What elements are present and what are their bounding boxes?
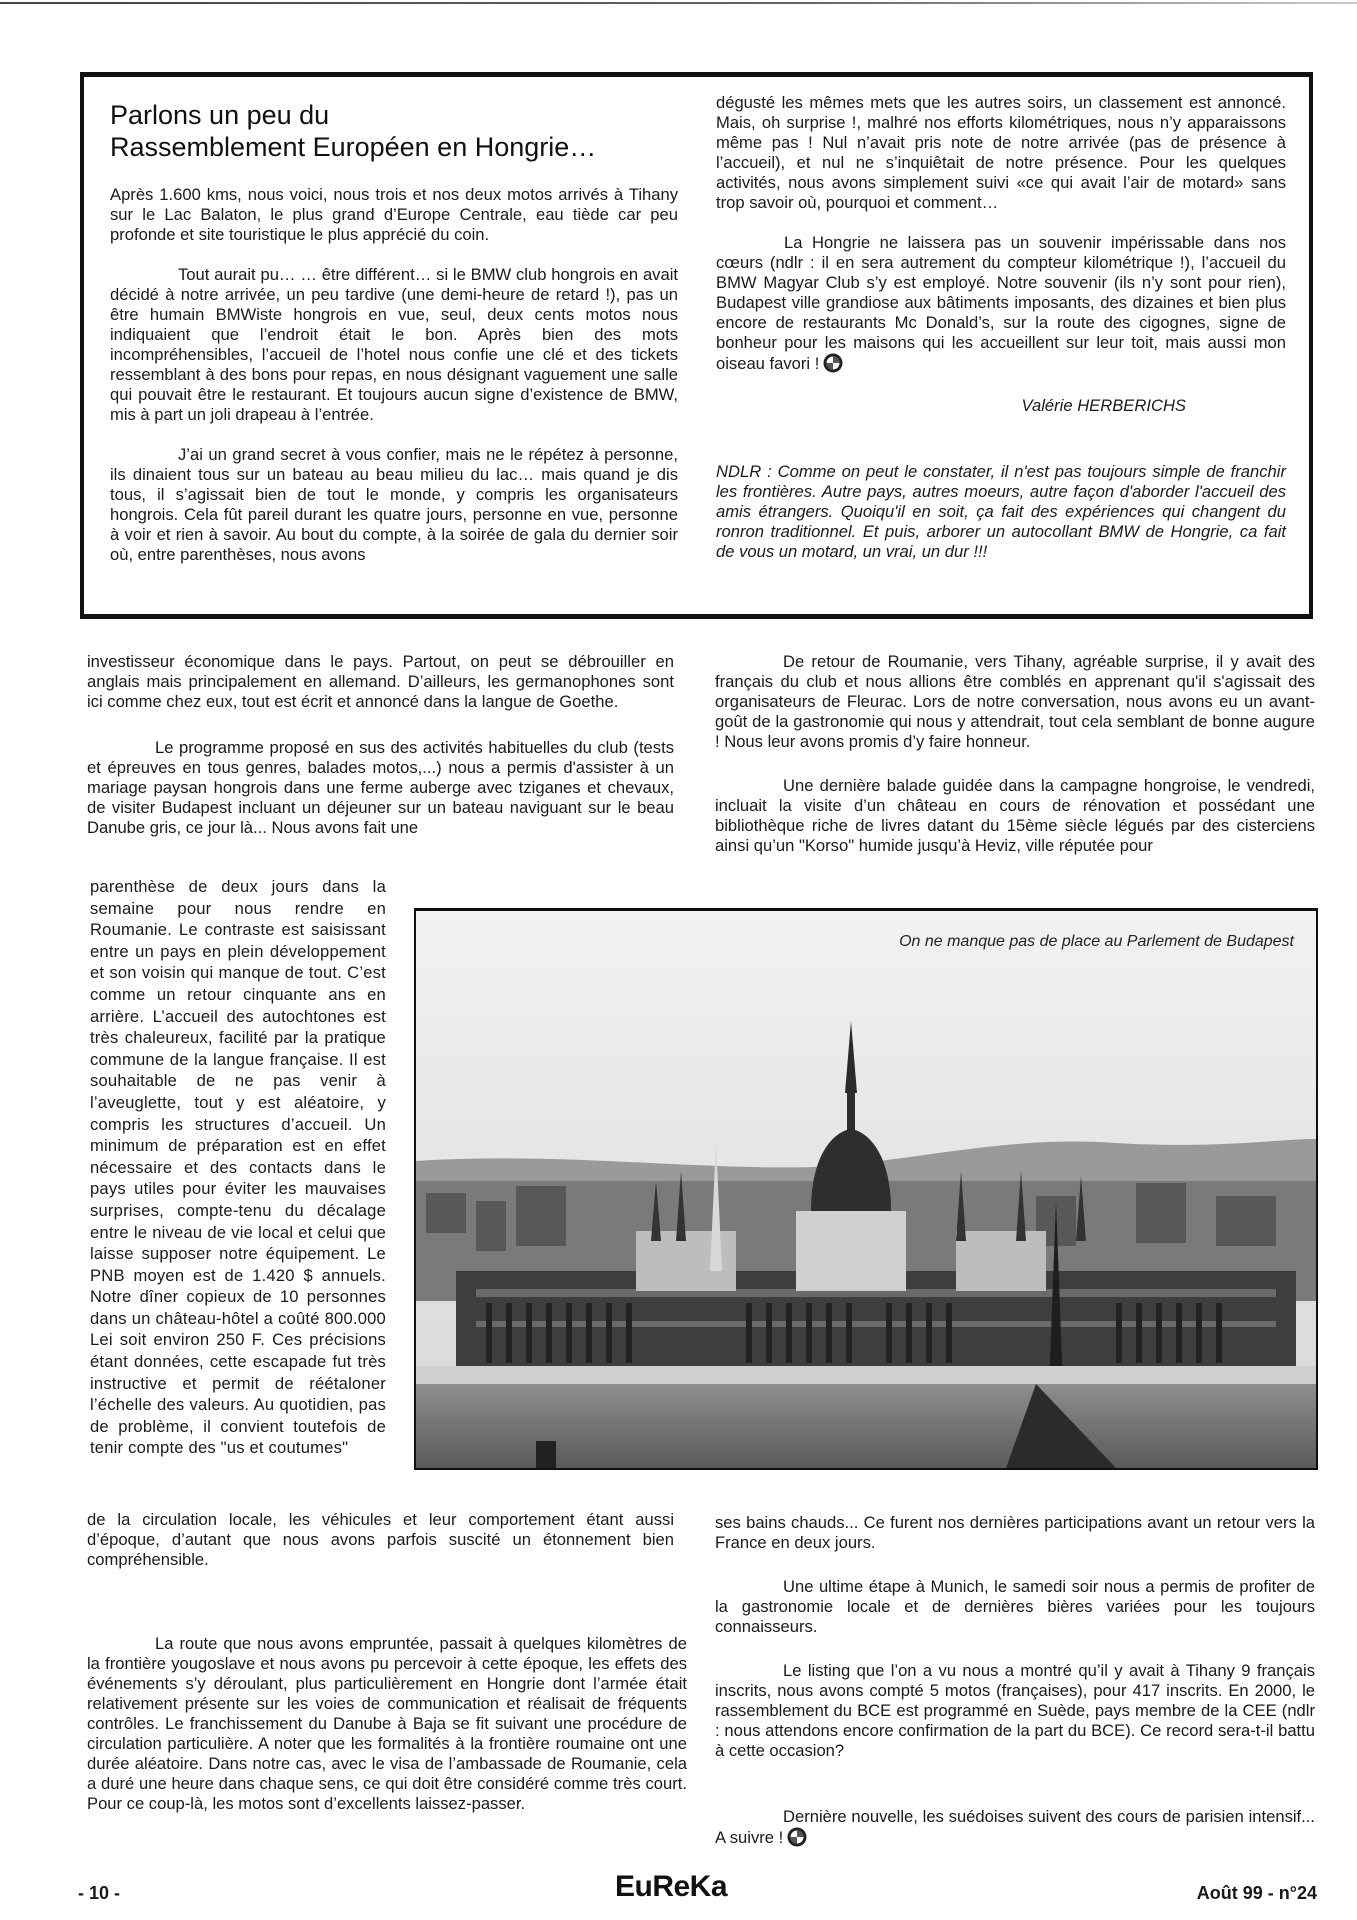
main-right-bottom (715, 1513, 1315, 1848)
top-rule (0, 2, 1357, 4)
bmw-roundel-icon (823, 353, 843, 373)
intro-paragraph: J’ai un grand secret à vous confier, mais ne le répétez à personne, ils dinaient tous sur un bateau au beau milieu du lac… mais quand je dis tous, il s’agissait bien de tout le monde, y compris les organisateurs hongrois. Cela fût pareil durant les quatre jours, personne en vue, personne à voir et rien à savoir. Au bout du compte, à la soirée de gala du dernier soir où, entre parenthèses, nous avons (110, 445, 678, 564)
intro-paragraph: dégusté les mêmes mets que les autres soirs, un classement est annoncé. Mais, oh surprise !, malhré nos efforts kilométriques, nous n’y apparaissons même pas ! Nul n’avait pris note de notre arrivée (pas de présence à l’accueil), et nul ne s’inquiêtait de notre présence. Pour les quelques activités, nous avons simplement suivi «ce qui avait l’air de motard» sans trop savoir où, pourquoi et comment… (716, 93, 1286, 212)
main-paragraph: Une dernière balade guidée dans la campagne hongroise, le vendredi, incluait la visite d’un château en cours de rénovation et possédant une bibliothèque riche de livres datant du 15ème siècle légués par des cisterciens ainsi qu’un "Korso" humide jusqu’à Heviz, ville réputée pour (715, 776, 1315, 855)
author-signature: Valérie HERBERICHS (1021, 396, 1186, 415)
parliament-photo-illustration (416, 911, 1316, 1468)
magazine-logo: EuReKa (615, 1870, 728, 1903)
main-paragraph: De retour de Roumanie, vers Tihany, agréable surprise, il y avait des français du club et nous allions être comblés en apprenant qu'il s'agissait des organisateurs de Fleurac. Lors de notre conversation, nous avons eu un avant-goût de la gastronomie qui nous y attendrait, tout cela semblant de bonne augure ! Nous leur avons promis d’y faire honneur. (715, 652, 1315, 751)
intro-paragraph: Après 1.600 kms, nous voici, nous trois et nos deux motos arrivés à Tihany sur le Lac Balaton, le plus grand d’Europe Centrale, eau tiède car peu profonde et site touristique le plus apprécié du coin. (110, 185, 678, 244)
main-paragraph: de la circulation locale, les véhicules et leur comportement étant aussi d’époque, d’autant que nous avons parfois suscité un étonnement bien compréhensible. (87, 1510, 674, 1569)
main-right-top (715, 652, 1315, 856)
title-line-2: Rassemblement Européen en Hongrie… (110, 132, 597, 162)
intro-right-column (716, 93, 1286, 562)
main-paragraph: investisseur économique dans le pays. Partout, on peut se débrouiller en anglais mais principalement en allemand. D’ailleurs, les germanophones sont ici comme chez eux, tout est écrit et annoncé dans la langue de Goethe. (87, 652, 674, 711)
intro-article-box (80, 72, 1313, 619)
main-left-bottom (87, 1510, 674, 1570)
main-paragraph: Le programme proposé en sus des activités habituelles du club (tests et épreuves en tous genres, balades motos,...) nous a permis d'assister à un mariage paysan hongrois dans une ferme auberge avec tziganes et chevaux, de visiter Budapest incluant un déjeuner sur un bateau naviguant sur le beau Danube gris, ce jour là... Nous avons fait une (87, 738, 674, 837)
issue-info: Août 99 - n°24 (1196, 1883, 1317, 1903)
main-paragraph-text: Dernière nouvelle, les suédoises suivent des cours de parisien intensif... A suivre ! (715, 1807, 1315, 1847)
main-paragraph: La route que nous avons empruntée, passait à quelques kilomètres de la frontière yougoslave et nous avons pu percevoir à cette époque, les effets des événements s’y déroulant, plus particulièrement en Hongrie dont l’armée était relativement présente sur les voies de communication et réalisait de fréquents contrôles. Le franchissement du Danube à Baja se fit suivant une procédure de circulation particulière. A noter que les formalités à la frontière roumaine ont une durée aléatoire. Dans notre cas, avec le visa de l’ambassade de Roumanie, cela a duré une heure dans chaque sens, ce qui doit être considéré comme très court. Pour ce coup-là, les motos sont d’excellents laissez-passer. (87, 1634, 687, 1813)
main-left-route (87, 1634, 687, 1814)
intro-left-column (110, 99, 678, 565)
main-paragraph: ses bains chauds... Ce furent nos dernières participations avant un retour vers la France en deux jours. (715, 1513, 1315, 1552)
photo-caption: On ne manque pas de place au Parlement de Budapest (899, 933, 1294, 950)
title-line-1: Parlons un peu du (110, 100, 330, 130)
bmw-roundel-icon (787, 1827, 807, 1847)
editor-note: NDLR : Comme on peut le constater, il n'est pas toujours simple de franchir les frontières. Autre pays, autres moeurs, autre façon d'aborder l'accueil des amis étrangers. Quoiqu'il en soit, ça fait des expériences qui changent du ronron traditionnel. Et puis, arborer un autocollant BMW de Hongrie, ca fait de vous un motard, un vrai, un dur !!! (716, 462, 1286, 561)
main-left-top (87, 652, 674, 838)
main-paragraph (715, 1807, 1315, 1848)
main-paragraph: Une ultime étape à Munich, le samedi soir nous a permis de profiter de la gastronomie locale et de dernières bières variées pour les toujours connaisseurs. (715, 1577, 1315, 1636)
intro-paragraph-text: La Hongrie ne laissera pas un souvenir impérissable dans nos cœurs (ndlr : il en sera autrement du compteur kilométrique !), l’accueil du BMW Magyar Club s’y est employé. Notre souvenir (ils n’y sont pour rien), Budapest ville grandiose aux bâtiments imposants, des dizaines et bien plus encore de restaurants Mc Donald’s, sur la route des cigognes, signe de bonheur pour les maisons qui les accueillent sur leur toit, mais aussi mon oiseau favori ! (716, 233, 1286, 373)
main-paragraph: Le listing que l’on a vu nous a montré qu’il y avait à Tihany 9 français inscrits, nous avons compté 5 motos (françaises), pour 417 inscrits. En 2000, le rassemblement du BCE est programmé en Suède, pays membre de la CEE (ndlr : nous attendons encore confirmation de la part du BCE). Ce record sera-t-il battu à cette occasion? (715, 1661, 1315, 1760)
main-narrow-column: parenthèse de deux jours dans la semaine pour nous rendre en Roumanie. Le contraste est saisissant entre un pays en plein développement et son voisin qui manque de tout. C’est comme un retour cinquante ans en arrière. L’accueil des autochtones est très chaleureux, facilité par la pratique commune de la langue française. Il est souhaitable de ne pas venir à l’aveuglette, tout y est aléatoire, y compris les structures d’accueil. Un minimum de préparation est en effet nécessaire et des contacts dans le pays utiles pour éviter les mauvaises surprises, compte-tenu du décalage entre le niveau de vie local et celui que laisse supposer notre équipement. Le PNB moyen est de 1.420 $ annuels. Notre dîner copieux de 10 personnes dans un château-hôtel a coûté 800.000 Lei soit environ 250 F. Ces précisions étant données, cette escapade fut très instructive et permit de réétaloner l’échelle des valeurs. Au quotidien, pas de problème, il convient toutefois de tenir compte des "us et coutumes" (90, 877, 386, 1458)
article-title (110, 99, 678, 163)
intro-paragraph: Tout aurait pu… … être différent… si le BMW club hongrois en avait décidé à notre arrivée, un peu tardive (une demi-heure de retard !), pas un être humain BMWiste hongrois en vue, seul, deux cents motos nous indiquaient que l’endroit était le bon. Après bien des mots incompréhensibles, l’accueil de l’hotel nous confie une clé et des tickets ressemblant à des bons pour repas, en nous désignant vaguement une salle qui pouvait être le restaurant. Et toujours aucun signe d’existence de BMW, mis à part un joli drapeau à l’entrée. (110, 265, 678, 424)
intro-paragraph (716, 233, 1286, 374)
parliament-photo (414, 908, 1318, 1470)
page-number: - 10 - (78, 1883, 121, 1903)
